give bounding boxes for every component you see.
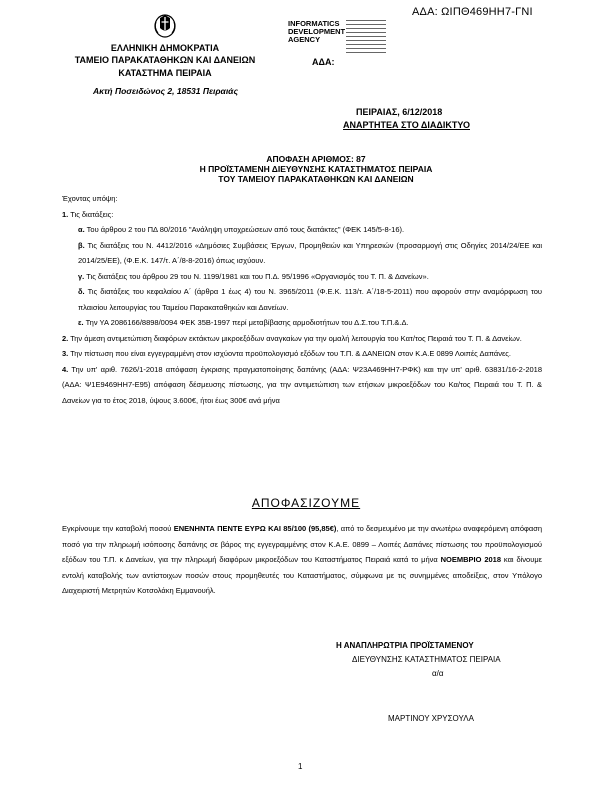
decision-text: και δίνουμε εντολή καταβολής των αντίστοιχων ποσών στους προμηθευτές του Καταστήματος, σύμφωνα με τις συνημμένες αποδείξεις, στον Υπόλογο Διαχειριστή Μετρητών Κοτσολάκη Εμμανουήλ.: [62, 555, 542, 595]
signature-title: Η ΑΝΑΠΛΗΡΩΤΡΙΑ ΠΡΟΪΣΤΑΜΕΝΟΥ: [336, 641, 474, 650]
item-number: 3.: [62, 349, 69, 358]
sub-label: δ.: [78, 287, 85, 296]
sub-label: α.: [78, 225, 85, 234]
header-fund: ΤΑΜΕΙΟ ΠΑΡΑΚΑΤΑΘΗΚΩΝ ΚΑΙ ΔΑΝΕΙΩΝ: [74, 55, 256, 65]
posting-notice: ΑΝΑΡΤΗΤΕΑ ΣΤΟ ΔΙΑΔΙΚΤΥΟ: [343, 120, 470, 130]
item-number: 2.: [62, 333, 69, 343]
intro-text: Έχοντας υπόψη:: [62, 194, 118, 203]
decision-number: ΑΠΟΦΑΣΗ ΑΡΙΘΜΟΣ: 87: [266, 154, 366, 164]
agency-line: AGENCY: [288, 35, 321, 44]
item-text: Την πίστωση που είναι εγγεγραμμένη στον ισχύοντα προϋπολογισμό εξόδων του Τ.Π. & ΔΑΝΕΙΩΝ στον Κ.Α.Ε 0899 Λοιπές Δαπάνες.: [70, 349, 512, 358]
sub-item-c: [62, 269, 542, 285]
header-republic: ΕΛΛΗΝΙΚΗ ΔΗΜΟΚΡΑΤΙΑ: [110, 43, 220, 53]
item-text: Τις διατάξεις:: [70, 209, 114, 219]
item-number: 1.: [62, 209, 69, 219]
sub-text: Την ΥΑ 2086166/8898/0094 ΦΕΚ 35Β-1997 περί μεταβίβασης αρμοδιοτήτων του Δ.Σ.του Τ.Π.&.Δ.: [85, 318, 409, 327]
agency-logo-text: [288, 20, 345, 44]
decision-text: , από το δεσμευμένο με την ανωτέρω αναφερόμενη απόφαση ποσό για την πληρωμή ισόποσης δαπάνης σε βάρος της εγγεγραμμένης στον Κ.Α.Ε. 0899 – Λοιπές Δαπάνες πίστωσης του προϋπολογισμού εξόδων του Τ.Π. κ Δανείων, για την πληρωμή διαφόρων μικροεξόδων του Καταστήματος Πειραιά κατά το μήνα: [62, 524, 543, 564]
sub-label: γ.: [78, 271, 85, 281]
decision-title: [120, 154, 512, 184]
signature-department: ΔΙΕΥΘΥΝΣΗΣ ΚΑΤΑΣΤΗΜΑΤΟΣ ΠΕΙΡΑΙΑ: [352, 655, 501, 664]
agency-fine-print: [346, 20, 406, 54]
item-4: [62, 362, 542, 409]
considerations: [62, 191, 542, 408]
item-2: [62, 331, 542, 347]
agency-line: DEVELOPMENT: [288, 27, 346, 36]
month-text: ΝΟΕΜΒΡΙΟ 2018: [440, 555, 502, 564]
decide-heading: ΑΠΟΦΑΣΙΖΟΥΜΕ: [251, 496, 361, 510]
item-text: Την άμεση αντιμετώπιση διαφόρων εκτάκτων μικροεξόδων αναγκαίων για την ομαλή λειτουργία του Κατ/τος Πειραιά του Τ. Π. & Δανείων.: [70, 333, 522, 343]
decision-authority: Η ΠΡΟΪΣΤΑΜΕΝΗ ΔΙΕΥΘΥΝΣΗΣ ΚΑΤΑΣΤΗΜΑΤΟΣ ΠΕΙΡΑΙΑ: [199, 164, 433, 174]
sub-label: β.: [78, 240, 85, 250]
sub-item-d: [62, 284, 542, 315]
sub-text: Του άρθρου 2 του ΠΔ 80/2016 "Ανάληψη υποχρεώσεων από τους διατάκτες" (ΦΕΚ 145/5-8-16).: [86, 225, 405, 234]
sub-item-b: [62, 238, 542, 269]
signature-on-behalf: α/α: [432, 669, 444, 678]
sub-text: Τις διατάξεις του άρθρου 29 του Ν. 1199/1981 και του Π.Δ. 95/1996 «Οργανισμός του Τ. Π. & Δανείων».: [86, 271, 429, 281]
header-branch: ΚΑΤΑΣΤΗΜΑ ΠΕΙΡΑΙΑ: [118, 68, 212, 78]
sub-item-a: [62, 222, 542, 238]
sub-label: ε.: [78, 318, 84, 327]
decision-authority-fund: ΤΟΥ ΤΑΜΕΙΟΥ ΠΑΡΑΚΑΤΑΘΗΚΩΝ ΚΑΙ ΔΑΝΕΙΩΝ: [218, 174, 414, 184]
ada-label: ΑΔΑ:: [312, 57, 335, 67]
page-number: 1: [298, 762, 303, 771]
decision-body: [62, 521, 542, 599]
item-text: Την υπ' αριθ. 7626/1-2018 απόφαση έγκρισης πραγματοποίησης δαπάνης (ΑΔΑ: Ψ23Α469ΗΗ7-ΡΦΚ) και την υπ' αριθ. 63831/16-2-2018 (ΑΔΑ: Ψ1Ε9469ΗΗ7-Ε95) απόφαση δέσμευσης πίστωσης, για την αντιμετώπιση των ετήσιων μικροεξόδων του Κα/τος Πειραιά του Τ. Π. & Δανείων για το έτος 2018, ύψους 3.600€, ήτοι έως 300€ ανά μήνα: [62, 364, 543, 405]
item-number: 4.: [62, 364, 69, 374]
item-1: [62, 207, 542, 223]
amount-text: ΕΝΕΝΗΝΤΑ ΠΕΝΤΕ ΕΥΡΩ ΚΑΙ 85/100 (95,85€): [173, 524, 337, 533]
decision-text: Εγκρίνουμε την καταβολή ποσού: [62, 524, 172, 533]
sub-item-e: [62, 315, 542, 331]
signatory-name: ΜΑΡΤΙΝΟΥ ΧΡΥΣΟΥΛΑ: [388, 714, 474, 723]
greek-emblem-icon: [152, 12, 178, 38]
decision-paragraph: [62, 521, 542, 599]
agency-line: INFORMATICS: [288, 19, 340, 28]
sub-text: Τις διατάξεις του Ν. 4412/2016 «Δημόσιες Συμβάσεις Έργων, Προμηθειών και Υπηρεσιών (προσαρμογή στις Οδηγίες 2014/24/ΕΕ και 2014/25/ΕΕ), (Φ.Ε.Κ. 147/τ. Α΄/8-8-2016) όπως ισχύουν.: [78, 240, 543, 265]
sub-text: Τις διατάξεις του κεφαλαίου Α΄ (άρθρα 1 έως 4) του Ν. 3965/2011 (Φ.Ε.Κ. 113/τ. Α΄/18-5-2011) που αφορούν στην αναμόρφωση του πλαισίου λειτουργίας του Ταμείου Παρακαταθηκών και Δανείων.: [78, 287, 543, 312]
ada-code-top: ΑΔΑ: ΩΙΠΘ469ΗΗ7-ΓΝΙ: [412, 6, 533, 18]
item-3: [62, 346, 542, 362]
header-address: Ακτή Ποσειδώνος 2, 18531 Πειραιάς: [93, 86, 238, 96]
place-date: ΠΕΙΡΑΙΑΣ, 6/12/2018: [356, 107, 443, 117]
